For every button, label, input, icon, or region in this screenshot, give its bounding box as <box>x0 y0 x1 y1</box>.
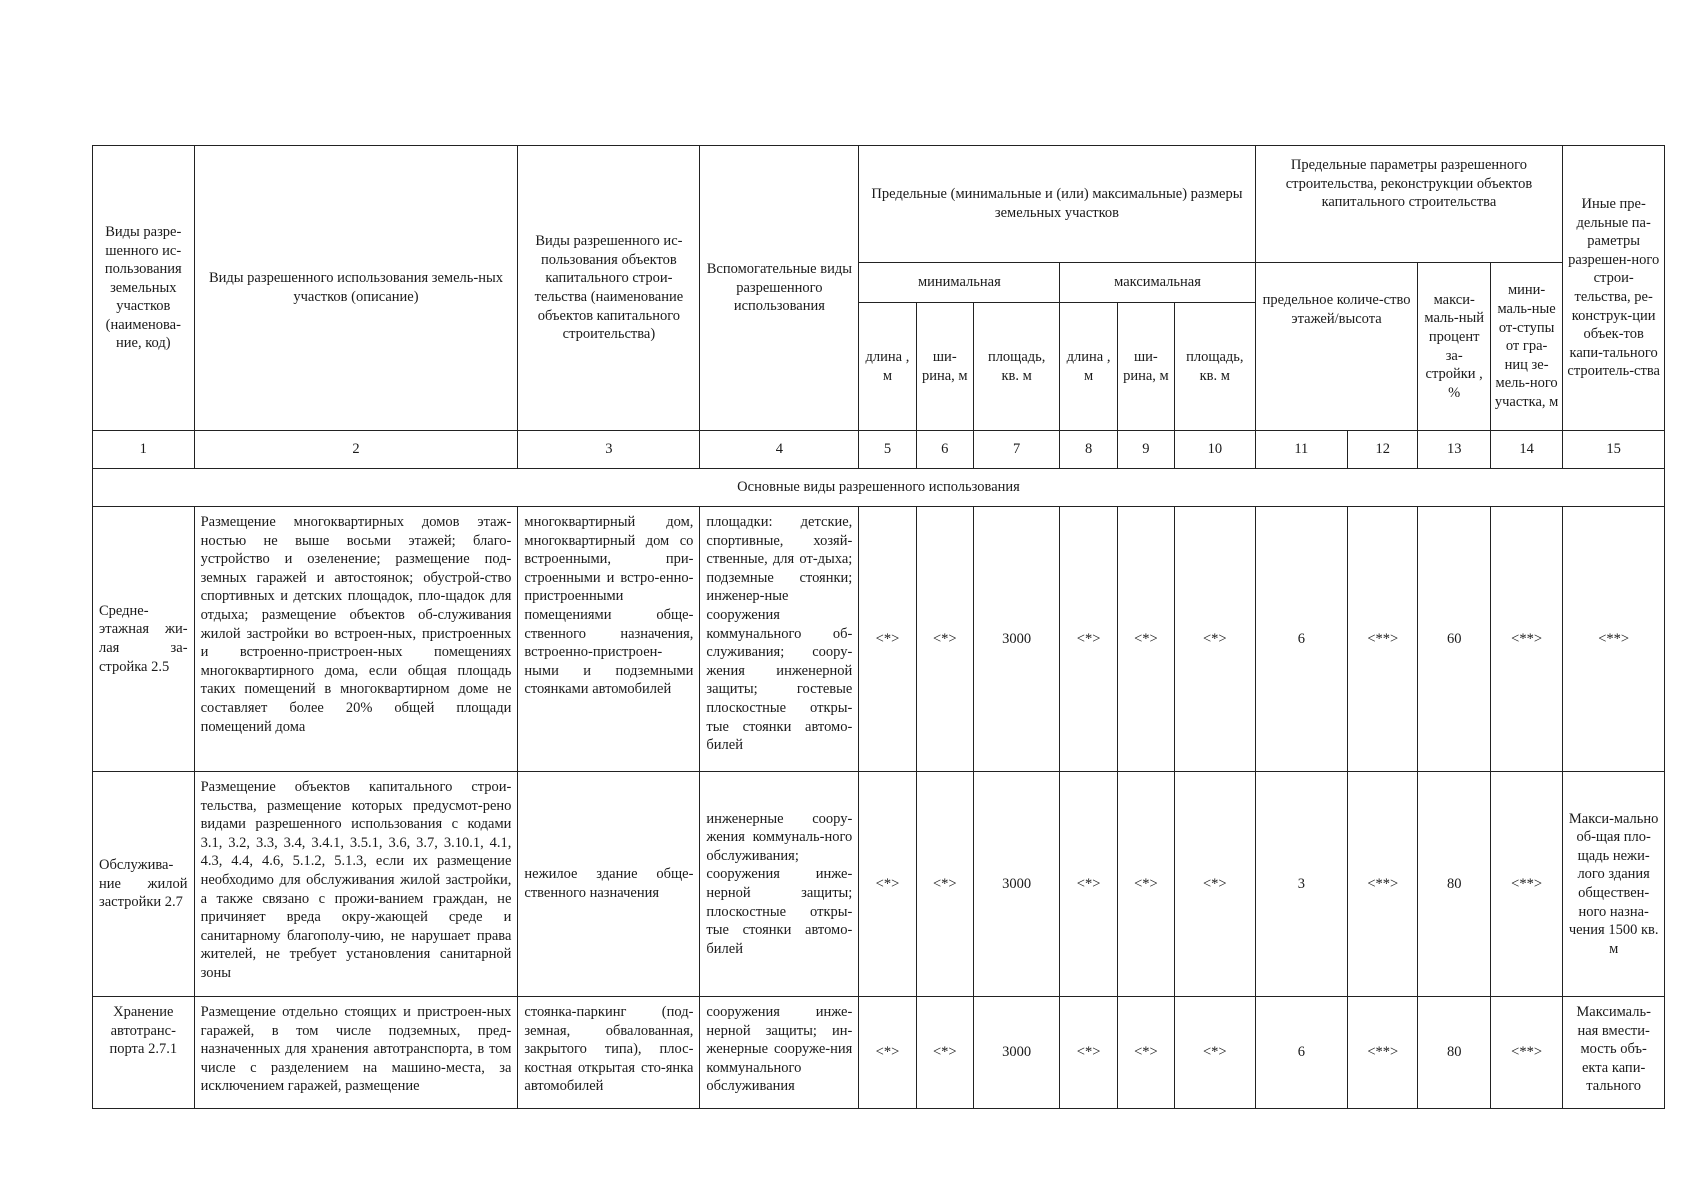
header-land-plot-sizes: Предельные (минимальные и (или) максимальные) размеры земельных участков <box>859 146 1255 263</box>
min-length: <*> <box>859 997 916 1109</box>
capital-objects-text: стоянка-паркинг (под-земная, обвалованная, закрытого типа), плос-костная открытая сто-янка автомобилей <box>524 1004 694 1095</box>
header-max-build-percent: макси-маль-ный процент за-стройки , % <box>1418 263 1490 431</box>
header-land-use-description: Виды разрешенного использования земель-ных участков (описание) <box>194 146 518 431</box>
capital-objects: многоквартирный дом, многоквартирный дом со встроенными, при-строенными и встро-енно-пристроенными помещениями обще-ственного назначения, встроенно-пристроен-ными и подземными стоянками автомобилей <box>518 507 700 772</box>
column-number: 2 <box>194 431 518 469</box>
table-row <box>93 507 1665 772</box>
header-minimum: минимальная <box>859 263 1060 303</box>
max-build-percent: 80 <box>1418 772 1490 997</box>
column-number: 3 <box>518 431 700 469</box>
auxiliary-uses <box>700 997 859 1109</box>
max-area: <*> <box>1175 507 1256 772</box>
min-area: 3000 <box>973 997 1059 1109</box>
column-number: 14 <box>1490 431 1562 469</box>
height-m: <**> <box>1348 772 1418 997</box>
column-number: 12 <box>1348 431 1418 469</box>
header-max-area: площадь, кв. м <box>1175 303 1256 431</box>
capital-objects: нежилое здание обще-ственного назначения <box>518 772 700 997</box>
column-number: 1 <box>93 431 195 469</box>
column-number: 11 <box>1255 431 1348 469</box>
land-use-description: Размещение объектов капитального строи-тельства, размещение которых предусмот-рено видами разрешенного использования с кодами 3.1, 3.2, 3.3, 3.4, 3.4.1, 3.5.1, 3.6, 3.7, 3.10.1, 4.1, 4.3, 4.4, 4.6, 5.1.2, 5.1.3, если их размещение необходимо для обслуживания жилой застройки, а также связано с прожи-ванием граждан, не причиняет вреда окру-жающей среде и санитарному благополу-чию, не нарушает права жителей, не требует установления санитарной зоны <box>194 772 518 997</box>
land-use-description <box>194 997 518 1109</box>
section-title: Основные виды разрешенного использования <box>93 469 1665 507</box>
max-width: <*> <box>1117 997 1174 1109</box>
max-area: <*> <box>1175 997 1256 1109</box>
column-number: 10 <box>1175 431 1256 469</box>
max-length: <*> <box>1060 507 1117 772</box>
capital-objects <box>518 997 700 1109</box>
min-width: <*> <box>916 507 973 772</box>
other-parameters: Макси-мально об-щая пло-щадь нежи-лого здания обществен-ного назна-чения 1500 кв. м <box>1563 772 1665 997</box>
max-length: <*> <box>1060 997 1117 1109</box>
max-width: <*> <box>1117 772 1174 997</box>
header-construction-parameters: Предельные параметры разрешенного строительства, реконструкции объектов капитального строительства <box>1255 146 1563 263</box>
header-maximum: максимальная <box>1060 263 1255 303</box>
floors-count: 6 <box>1255 997 1348 1109</box>
land-use-description: Размещение многоквартирных домов этаж-ностью не выше восьми этажей; благо-устройство и озеленение; размещение под-земных гаражей и автостоянок; обустрой-ство спортивных и детских площадок, пло-щадок для отдыха; размещение объектов об-служивания жилой застройки во встроен-ных, пристроенных и встроенно-пристроен-ных помещениях многоквартирного дома, если общая площадь таких помещений в многоквартирном доме не составляет более 20% общей площади помещений дома <box>194 507 518 772</box>
header-floors-height: предельное количе-ство этажей/высота <box>1255 263 1418 431</box>
column-number: 4 <box>700 431 859 469</box>
max-length: <*> <box>1060 772 1117 997</box>
auxiliary-uses: инженерные соору-жения коммуналь-ного обслуживания; сооружения инже-нерной защиты; плоскостные откры-тые стоянки автомо-билей <box>700 772 859 997</box>
min-width: <*> <box>916 997 973 1109</box>
min-length: <*> <box>859 507 916 772</box>
land-use-name: Средне-этажная жи-лая за-стройка 2.5 <box>93 507 195 772</box>
column-number: 9 <box>1117 431 1174 469</box>
min-width: <*> <box>916 772 973 997</box>
min-setback: <**> <box>1490 507 1562 772</box>
table-row <box>93 997 1665 1109</box>
column-number: 5 <box>859 431 916 469</box>
height-m: <**> <box>1348 997 1418 1109</box>
min-setback: <**> <box>1490 997 1562 1109</box>
land-use-name: Обслужива-ние жилой застройки 2.7 <box>93 772 195 997</box>
header-capital-objects: Виды разрешенного ис-пользования объектов капитального строи-тельства (наименование объектов капитального строительства) <box>518 146 700 431</box>
min-area: 3000 <box>973 772 1059 997</box>
header-min-width: ши-рина, м <box>916 303 973 431</box>
land-use-name-text: Хранение автотранс-порта 2.7.1 <box>109 1004 178 1058</box>
header-min-setback: мини-маль-ные от-ступы от гра-ниц зе-мель-ного участка, м <box>1490 263 1562 431</box>
land-use-regulations-table <box>92 145 1665 1109</box>
column-number: 7 <box>973 431 1059 469</box>
land-use-description-text: Размещение отдельно стоящих и пристроен-ных гаражей, в том числе подземных, пред-назначенных для хранения автотранспорта, в том числе с разделением на машино-места, за исключением гаражей, размещение <box>200 1004 512 1095</box>
auxiliary-uses: площадки: детские, спортивные, хозяй-ственные, для от-дыха; подземные стоянки; инженер-ные сооружения коммунального об-служивания; соору-жения инженерной защиты; гостевые плоскостные откры-тые стоянки автомо-билей <box>700 507 859 772</box>
max-build-percent: 80 <box>1418 997 1490 1109</box>
header-auxiliary-uses: Вспомогательные виды разрешенного использования <box>700 146 859 431</box>
height-m: <**> <box>1348 507 1418 772</box>
min-setback: <**> <box>1490 772 1562 997</box>
column-number: 6 <box>916 431 973 469</box>
header-min-area: площадь, кв. м <box>973 303 1059 431</box>
other-parameters-text: Максималь-ная вмести-мость объ-екта капи-тального <box>1576 1004 1651 1095</box>
max-build-percent: 60 <box>1418 507 1490 772</box>
table-row <box>93 772 1665 997</box>
header-min-length: длина , м <box>859 303 916 431</box>
max-width: <*> <box>1117 507 1174 772</box>
column-number: 13 <box>1418 431 1490 469</box>
column-number: 15 <box>1563 431 1665 469</box>
floors-count: 6 <box>1255 507 1348 772</box>
header-land-use-kinds-code: Виды разре-шенного ис-пользования земельных участков (наименова-ние, код) <box>93 146 195 431</box>
other-parameters: <**> <box>1563 507 1665 772</box>
header-other-parameters: Иные пре-дельные па-раметры разрешен-ного строи-тельства, ре-конструк-ции объек-тов капи-тального строитель-ства <box>1563 146 1665 431</box>
other-parameters <box>1563 997 1665 1109</box>
land-use-name <box>93 997 195 1109</box>
column-number: 8 <box>1060 431 1117 469</box>
min-area: 3000 <box>973 507 1059 772</box>
column-numbers-row <box>93 431 1665 469</box>
max-area: <*> <box>1175 772 1256 997</box>
min-length: <*> <box>859 772 916 997</box>
header-max-width: ши-рина, м <box>1117 303 1174 431</box>
auxiliary-uses-text: сооружения инже-нерной защиты; ин-женерные сооруже-ния коммунального обслуживания <box>706 1004 853 1095</box>
floors-count: 3 <box>1255 772 1348 997</box>
header-max-length: длина , м <box>1060 303 1117 431</box>
